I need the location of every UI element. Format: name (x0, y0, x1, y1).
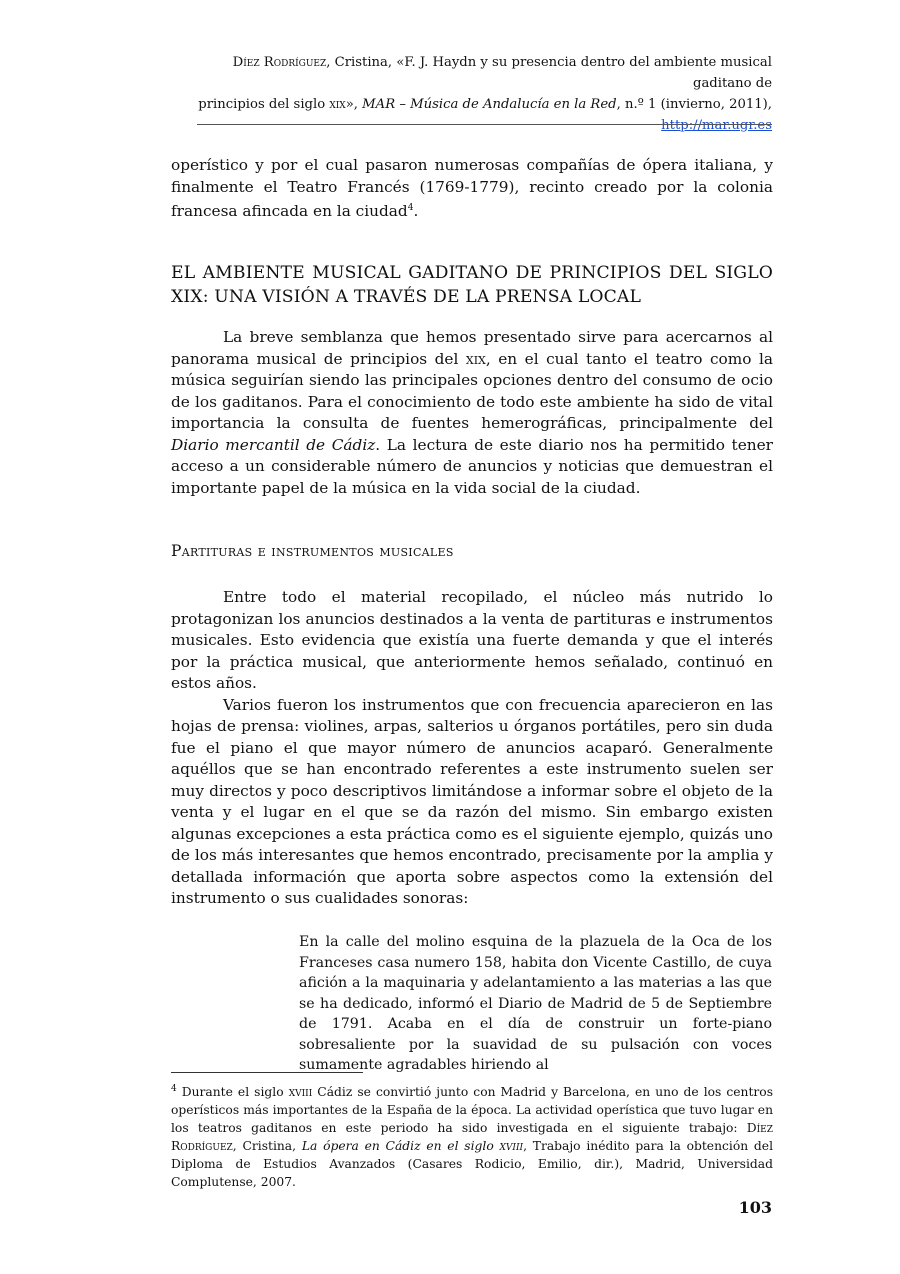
header-citation-line1: , Cristina, «F. J. Haydn y su presencia dentro del ambiente musical gaditano de (326, 55, 772, 91)
header-journal-link[interactable]: http://mar.ugr.es (661, 118, 772, 133)
footnote-reference[interactable]: 4 (407, 203, 414, 213)
footnote-author: Díez Rodríguez (171, 1121, 773, 1154)
paragraph-intro-continuation: operístico y por el cual pasaron numerosas compañías de ópera italiana, y finalmente el Teatro Francés (1769-1779), recinto creado por la colonia francesa afincada en la ciudad$^4$. (171, 156, 773, 221)
footnote: $^4$ Durante el siglo xviii Cádiz se convirtió junto con Madrid y Barcelona, en uno de los centros operísticos más importantes de la España de la época. La actividad operística que tuvo lugar en los teatros gaditanos en este periodo ha sido investigada en el siguiente trabajo: Díez Rodríguez, Cristina, La ópera en Cádiz en el siglo xviii, Trabajo inédito para la obtención del Diploma de Estudios Avanzados (Casares Rodicio, Emilio, dir.), Madrid, Universidad Complutense, 2007. (171, 1084, 774, 1190)
running-header: Díez Rodríguez, Cristina, «F. J. Haydn y su presencia dentro del ambiente musical gaditano de principios del siglo xix», MAR – Música de Andalucía en la Red, n.º 1 (invierno, 2011), http://mar.ugr.es (198, 55, 772, 133)
footnote-number: 4 (171, 1084, 177, 1094)
paragraph-scores-instruments: Entre todo el material recopilado, el núcleo más nutrido lo protagonizan los anuncios destinados a la venta de partituras e instrumentos musicales. Esto evidencia que existía una fuerte demanda y que el interés por la práctica musical, que anteriormente hemos señalado, continuó en estos años. (171, 588, 773, 692)
header-journal-title: MAR – Música de Andalucía en la Red (362, 97, 617, 112)
footnote-work-title: La ópera en Cádiz en el siglo xviii (301, 1139, 524, 1154)
header-citation-line2: principios del siglo (198, 97, 330, 112)
section-heading: EL AMBIENTE MUSICAL GADITANO DE PRINCIPIOS DEL SIGLO XIX: UNA VISIÓN A TRAVÉS DE LA PRENSA LOCAL (171, 263, 773, 307)
subsection-body (171, 587, 773, 910)
paragraph-press-overview: La breve semblanza que hemos presentado sirve para acercarnos al panorama musical de principios del xix, en el cual tanto el teatro como la música seguirían siendo las principales opciones dentro del consumo de ocio de los gaditanos. Para el conocimiento de todo este ambiente ha sido de vital importancia la consulta de fuentes hemerográficas, principalmente del Diario mercantil de Cádiz. La lectura de este diario nos ha permitido tener acceso a un considerable número de anuncios y noticias que demuestran el importante papel de la música en la vida social de la ciudad. (171, 328, 773, 497)
paragraph-piano-ads: Varios fueron los instrumentos que con frecuencia aparecieron en las hojas de prensa: violines, arpas, salterios u órganos portátiles, pero sin duda fue el piano el que mayor número de anuncios acaparó. Generalmente aquéllos que se han encontrado referentes a este instrumento suelen ser muy directos y poco descriptivos limitándose a informar sobre el objeto de la venta y el lugar en el que se da razón del mismo. Sin embargo existen algunas excepciones a esta práctica como es el siguiente ejemplo, quizás uno de los más interesantes que hemos encontrado, precisamente por la amplia y detallada información que aporta sobre aspectos como la extensión del instrumento o sus cualidades sonoras: (171, 695, 773, 907)
subsection-heading: Partituras e instrumentos musicales (171, 542, 454, 560)
header-divider (197, 124, 772, 125)
newspaper-title: Diario mercantil de Cádiz (171, 435, 376, 454)
footnote-divider (171, 1072, 363, 1073)
block-quote: En la calle del molino esquina de la plazuela de la Oca de los Franceses casa numero 158, habita don Vicente Castillo, de cuya afición a la maquinaria y adelantamiento a las materias a las que se ha dedicado, informó el Diario de Madrid de 5 de Septiembre de 1791. Acaba en el día de construir un forte-piano sobresaliente por la suavidad de su pulsación con voces sumamente agradables hiriendo al (299, 934, 772, 1073)
header-century: xix (329, 97, 346, 112)
header-author: Díez Rodríguez (232, 55, 327, 70)
page-number: 103 (738, 1198, 772, 1217)
